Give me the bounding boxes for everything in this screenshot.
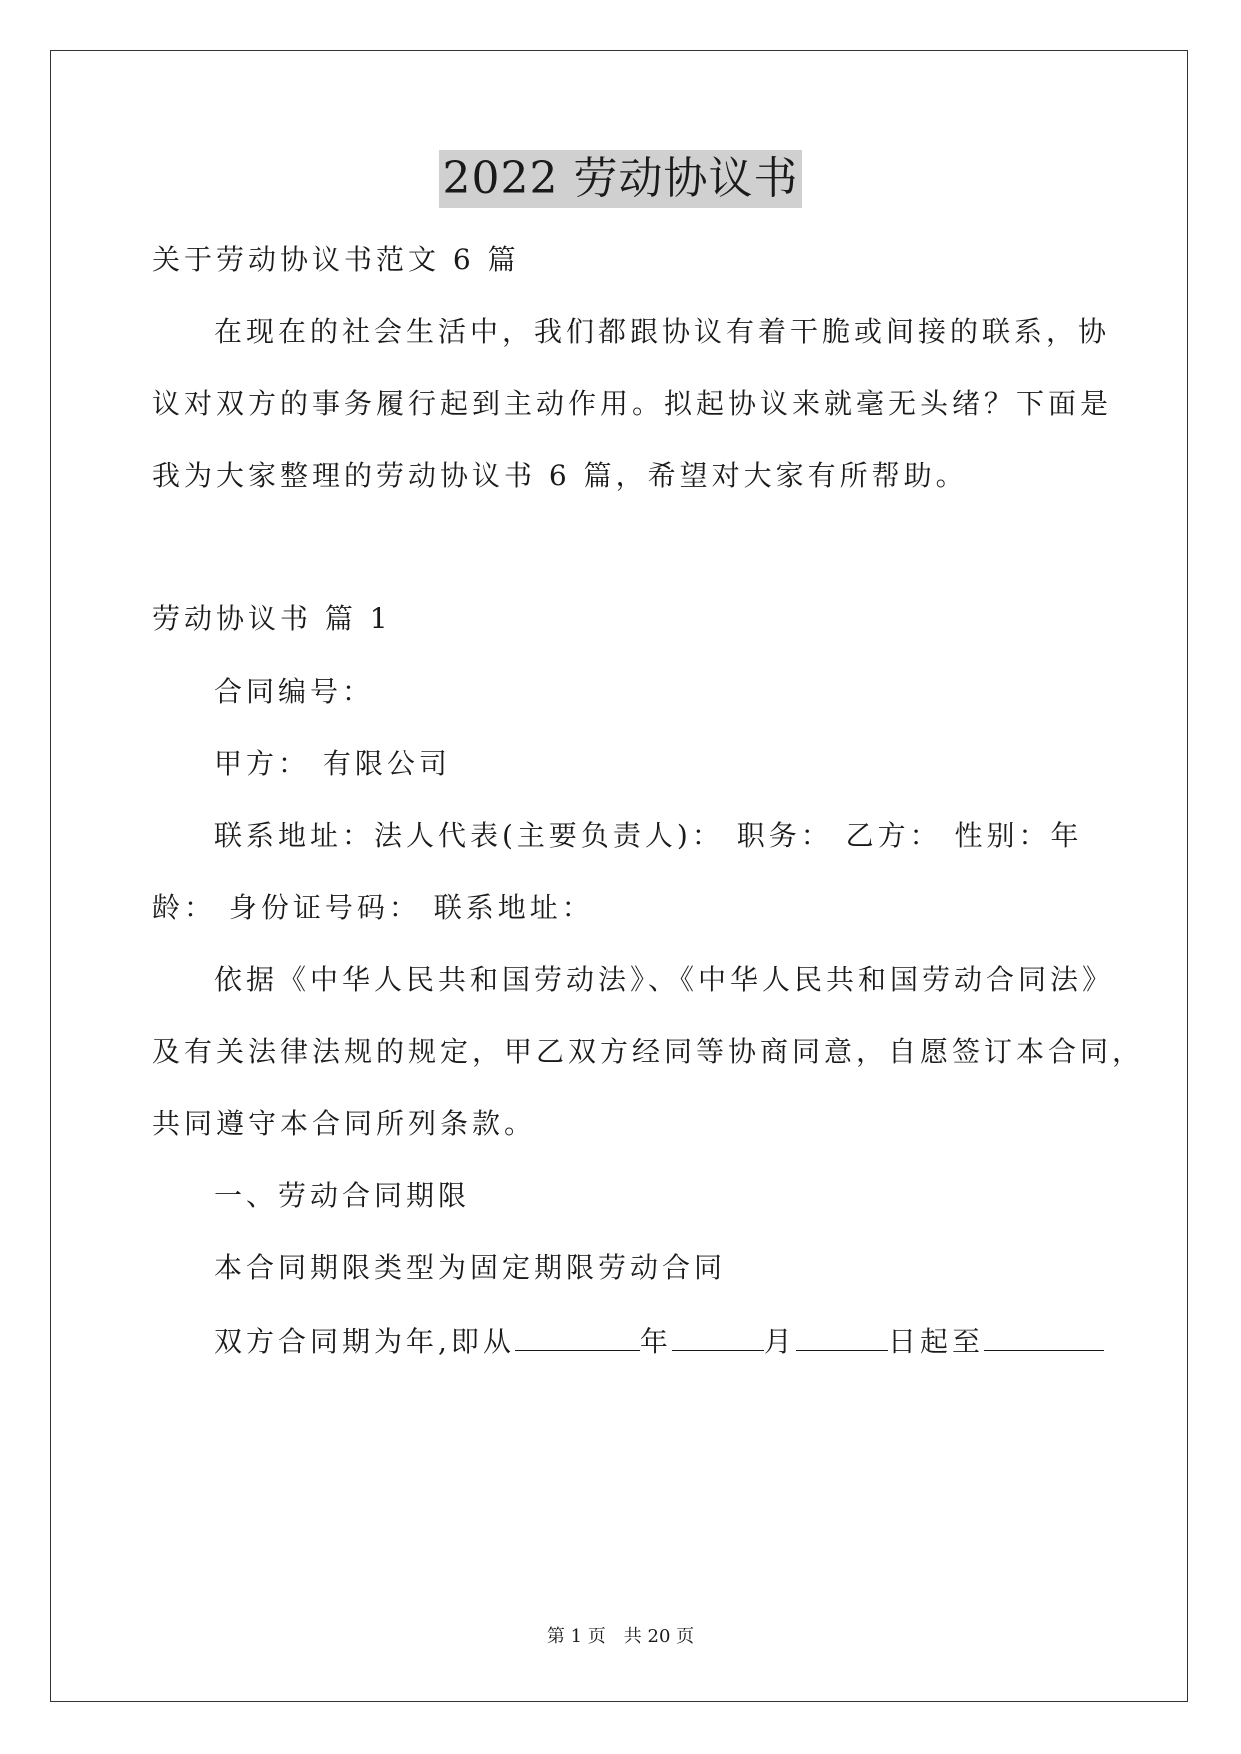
basis-line-1: 依据《中华人民共和国劳动法》、《中华人民共和国劳动合同法》 (214, 963, 1115, 996)
day-blank (796, 1320, 888, 1351)
title-container (0, 150, 1241, 208)
clause-1-heading: 一、劳动合同期限 (214, 1179, 471, 1212)
term-line (214, 1320, 1092, 1362)
contact-line-2: 龄： 身份证号码： 联系地址： (152, 891, 594, 924)
page-current: 第 1 页 (546, 1626, 606, 1647)
end-date-blank (984, 1320, 1104, 1351)
term-prefix: 双方合同期为年,即从 (214, 1325, 515, 1358)
page-footer (0, 1625, 1241, 1649)
term-year: 年 (639, 1325, 672, 1358)
contact-line-1: 联系地址：法人代表(主要负责人)： 职务： 乙方： 性别：年 (214, 819, 1083, 852)
term-month: 月 (763, 1325, 796, 1358)
intro-line-3: 我为大家整理的劳动协议书 6 篇，希望对大家有所帮助。 (152, 459, 968, 492)
contract-number: 合同编号： (214, 675, 375, 708)
intro-line-2: 议对双方的事务履行起到主动作用。拟起协议来就毫无头绪？下面是 (152, 387, 1113, 420)
page-total: 共 20 页 (623, 1626, 695, 1647)
section-heading: 劳动协议书 篇 1 (152, 602, 392, 635)
month-blank (672, 1320, 764, 1351)
basis-line-3: 共同遵守本合同所列条款。 (152, 1107, 537, 1140)
document-subtitle: 关于劳动协议书范文 6 篇 (152, 243, 520, 276)
party-a: 甲方： 有限公司 (214, 747, 451, 780)
document-title: 2022 劳动协议书 (439, 150, 803, 208)
clause-1-text: 本合同期限类型为固定期限劳动合同 (214, 1251, 727, 1284)
page-border (50, 50, 1188, 1702)
term-day-from: 日起至 (887, 1325, 984, 1358)
year-blank (515, 1320, 640, 1351)
basis-line-2: 及有关法律法规的规定，甲乙双方经同等协商同意，自愿签订本合同， (152, 1035, 1145, 1068)
intro-line-1: 在现在的社会生活中，我们都跟协议有着干脆或间接的联系，协 (214, 315, 1111, 348)
